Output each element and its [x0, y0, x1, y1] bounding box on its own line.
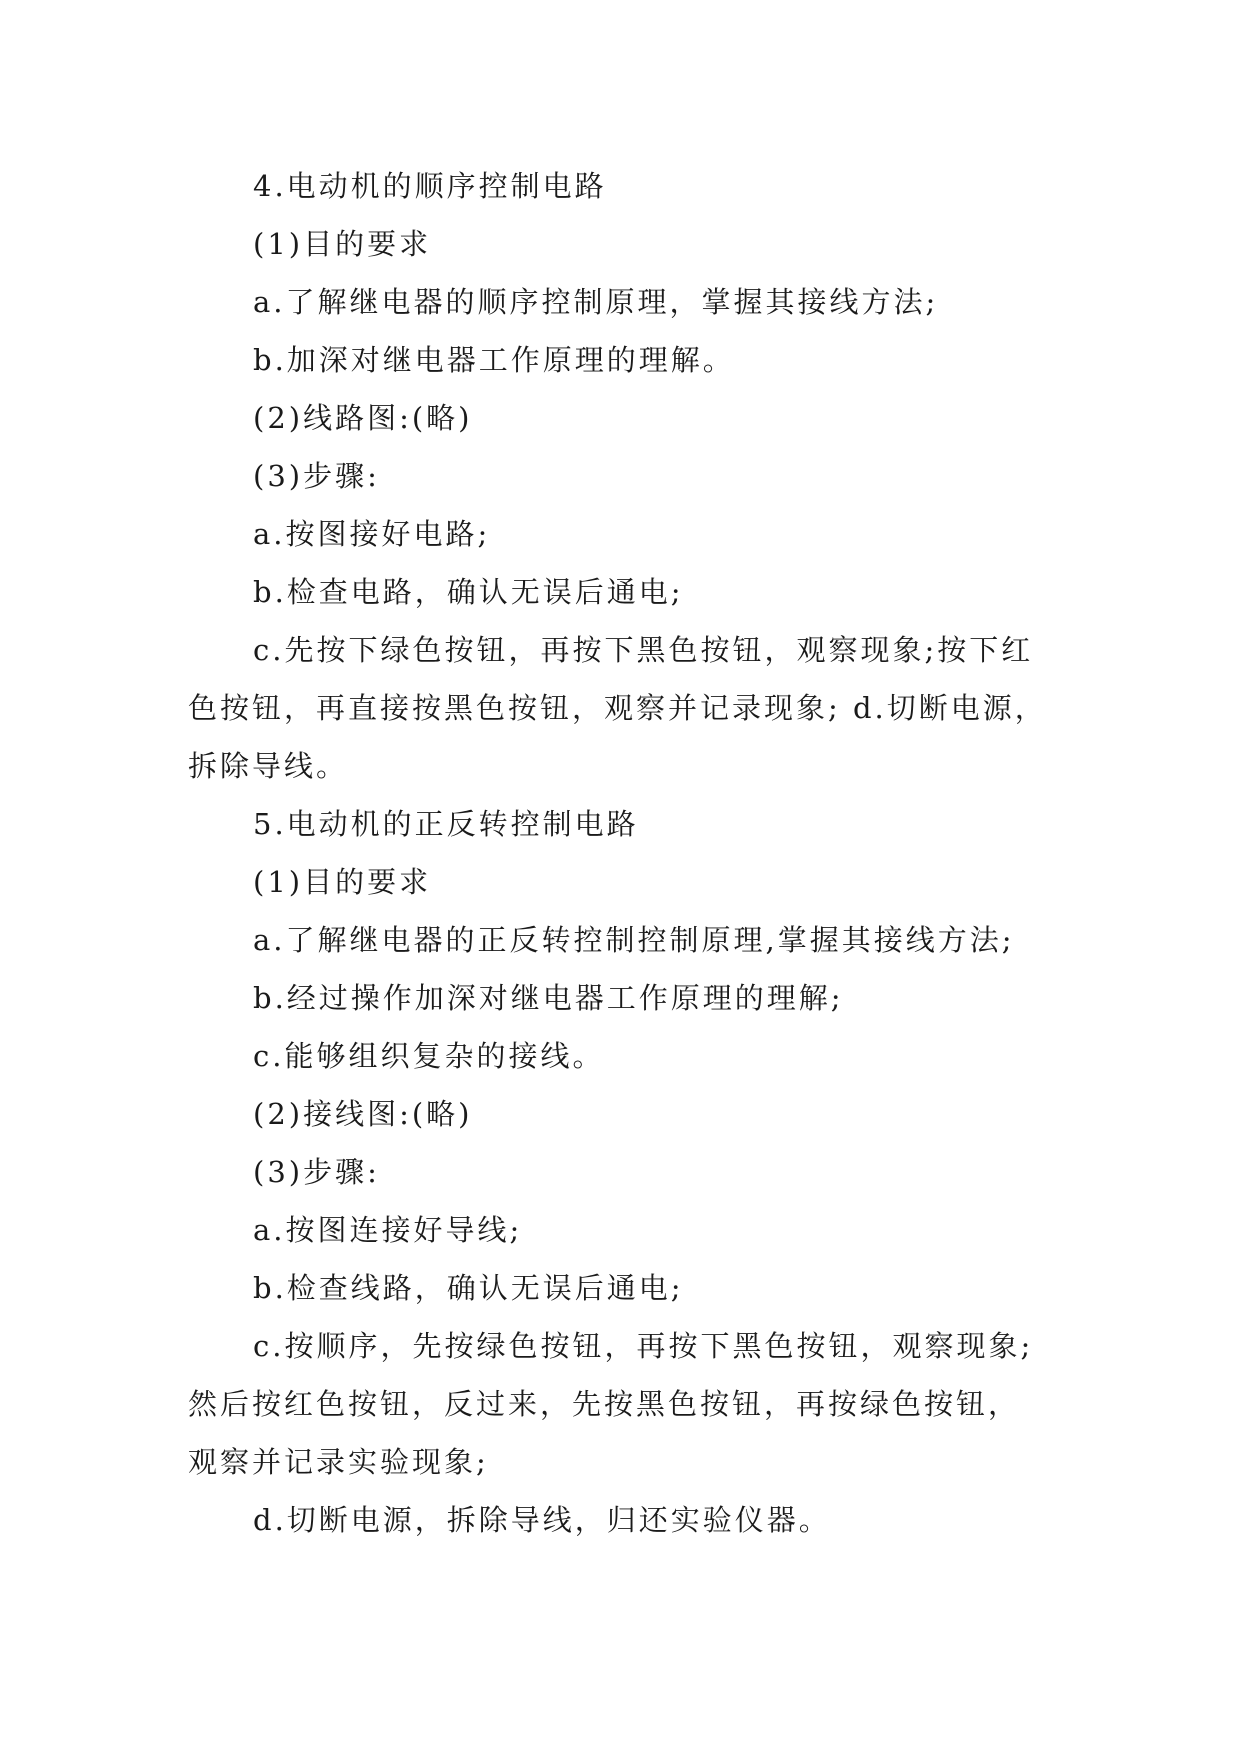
section-4-aim-a: a.了解继电器的顺序控制原理，掌握其接线方法;	[253, 285, 939, 319]
section-5-steps-heading: (3)步骤:	[253, 1155, 380, 1189]
section-4-aim-heading: (1)目的要求	[253, 227, 432, 261]
section-5-step-a: a.按图连接好导线;	[253, 1213, 523, 1247]
section-4-title: 4.电动机的顺序控制电路	[253, 169, 607, 203]
section-4-steps-heading: (3)步骤:	[253, 459, 380, 493]
section-4-diagram: (2)线路图:(略)	[253, 401, 473, 435]
document-body	[188, 157, 1048, 1549]
section-5-aim-a: a.了解继电器的正反转控制控制原理,掌握其接线方法;	[253, 923, 1015, 957]
section-5-diagram: (2)接线图:(略)	[253, 1097, 473, 1131]
section-4-aim-b: b.加深对继电器工作原理的理解。	[253, 343, 735, 377]
section-5-aim-b: b.经过操作加深对继电器工作原理的理解;	[253, 981, 844, 1015]
section-5-aim-heading: (1)目的要求	[253, 865, 432, 899]
section-4-step-c: c.先按下绿色按钮，再按下黑色按钮，观察现象;按下红色按钮，再直接按黑色按钮，观察并记录现象; d.切断电源，拆除导线。	[188, 633, 1047, 783]
section-5-step-d: d.切断电源，拆除导线，归还实验仪器。	[253, 1503, 831, 1537]
section-4-step-a: a.按图接好电路;	[253, 517, 491, 551]
section-4-step-b: b.检查电路，确认无误后通电;	[253, 575, 684, 609]
section-5-step-c: c.按顺序，先按绿色按钮，再按下黑色按钮，观察现象;然后按红色按钮，反过来，先按黑色按钮，再按绿色按钮，观察并记录实验现象;	[188, 1329, 1034, 1479]
section-5-step-b: b.检查线路，确认无误后通电;	[253, 1271, 684, 1305]
section-5-aim-c: c.能够组织复杂的接线。	[253, 1039, 605, 1073]
section-5-title: 5.电动机的正反转控制电路	[253, 807, 639, 841]
